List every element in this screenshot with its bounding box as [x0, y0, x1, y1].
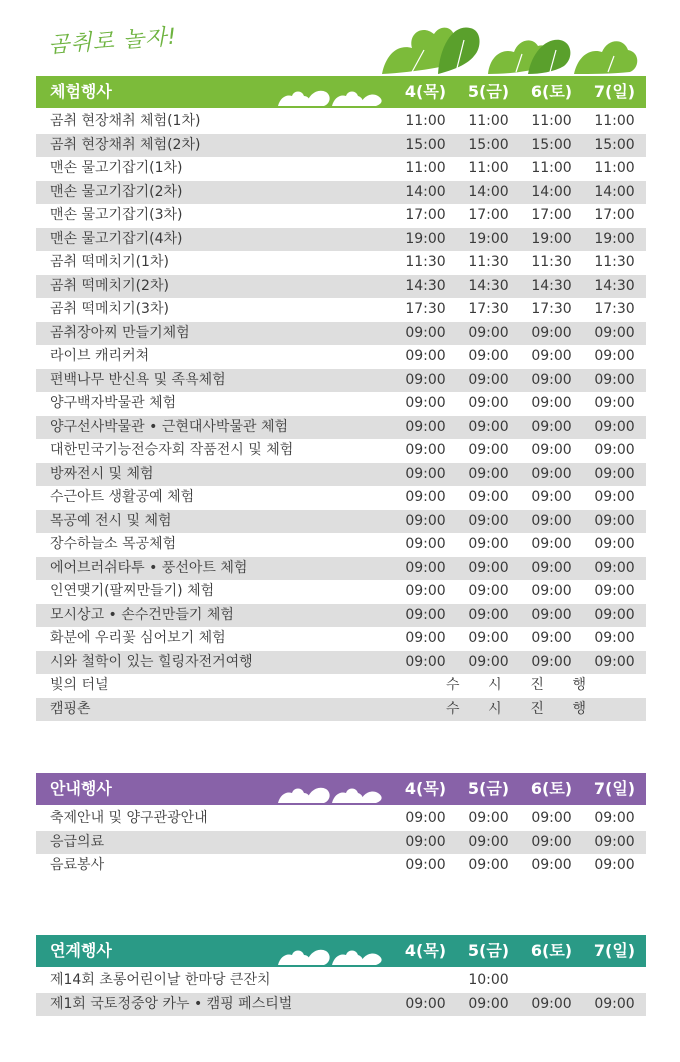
- time-cell: 09:00: [531, 489, 572, 506]
- time-cell: 11:00: [405, 160, 446, 177]
- time-cell: 09:00: [468, 348, 509, 365]
- time-cell: 09:00: [531, 512, 572, 529]
- time-cell: 09:00: [405, 995, 446, 1012]
- time-cell: 14:00: [405, 183, 446, 200]
- time-cell: 09:00: [468, 442, 509, 459]
- time-cell: 09:00: [594, 512, 635, 529]
- ongoing-note: [446, 674, 586, 697]
- time-cell: 14:30: [405, 277, 446, 294]
- time-cell: 09:00: [594, 995, 635, 1012]
- event-name: 음료봉사: [50, 857, 105, 874]
- page-title: 곰취로 놀자!: [47, 24, 178, 59]
- event-name: 곰취장아찌 만들기체험: [50, 324, 190, 341]
- table-row: [36, 298, 646, 322]
- time-cell: 09:00: [531, 810, 572, 827]
- event-name: 양구백자박물관 체험: [50, 395, 177, 412]
- time-cell: 09:00: [468, 324, 509, 341]
- time-cell: 09:00: [468, 653, 509, 670]
- time-cell: 09:00: [405, 348, 446, 365]
- section-header: [36, 935, 646, 967]
- table-row: [36, 251, 646, 275]
- event-name: 곰취 현장채취 체험(1차): [50, 113, 201, 130]
- time-cell: 14:00: [531, 183, 572, 200]
- event-name: 화분에 우리꽃 심어보기 체험: [50, 630, 226, 647]
- time-cell: 14:00: [468, 183, 509, 200]
- table-row: [36, 993, 646, 1017]
- event-name: 시와 철학이 있는 힐링자전거여행: [50, 653, 253, 670]
- time-cell: 09:00: [531, 465, 572, 482]
- table-row: [36, 510, 646, 534]
- time-cell: 11:00: [468, 113, 509, 130]
- time-cell: 11:30: [531, 254, 572, 271]
- sprout-icon: [276, 779, 386, 803]
- time-cell: 09:00: [468, 833, 509, 850]
- table-row: [36, 439, 646, 463]
- table-row: [36, 557, 646, 581]
- time-cell: 09:00: [468, 559, 509, 576]
- time-cell: 09:00: [468, 536, 509, 553]
- time-cell: 11:00: [468, 160, 509, 177]
- time-cell: 09:00: [531, 857, 572, 874]
- event-name: 곰취 현장채취 체험(2차): [50, 136, 201, 153]
- table-row: [36, 969, 646, 993]
- section-guide: [36, 773, 646, 878]
- event-name: 수근아트 생활공예 체험: [50, 489, 195, 506]
- leaf-illustration-icon: [378, 14, 643, 76]
- time-cell: 14:30: [531, 277, 572, 294]
- day-header: 5(금): [467, 82, 510, 101]
- event-name: 맨손 물고기잡기(3차): [50, 207, 183, 224]
- time-cell: 14:30: [594, 277, 635, 294]
- time-cell: 09:00: [405, 536, 446, 553]
- schedule-rows: [36, 969, 646, 1016]
- time-cell: 09:00: [531, 606, 572, 623]
- time-cell: 09:00: [594, 630, 635, 647]
- event-name: 맨손 물고기잡기(2차): [50, 183, 183, 200]
- time-cell: 09:00: [531, 536, 572, 553]
- section-linked: [36, 935, 646, 1016]
- time-cell: 15:00: [594, 136, 635, 153]
- table-row: [36, 392, 646, 416]
- time-cell: 17:00: [468, 207, 509, 224]
- event-name: 맨손 물고기잡기(4차): [50, 230, 183, 247]
- time-cell: 11:30: [405, 254, 446, 271]
- time-cell: 17:30: [468, 301, 509, 318]
- table-row: [36, 604, 646, 628]
- time-cell: 09:00: [468, 395, 509, 412]
- ongoing-char: 시: [488, 677, 502, 694]
- event-name: 곰취 떡메치기(1차): [50, 254, 169, 271]
- time-cell: 09:00: [594, 653, 635, 670]
- time-cell: 09:00: [405, 583, 446, 600]
- section-title: 연계행사: [50, 941, 112, 960]
- table-row: [36, 181, 646, 205]
- table-row: [36, 651, 646, 675]
- time-cell: 11:00: [594, 160, 635, 177]
- time-cell: 09:00: [405, 324, 446, 341]
- event-name: 방짜전시 및 체험: [50, 465, 154, 482]
- ongoing-char: 진: [530, 677, 544, 694]
- schedule-rows: [36, 110, 646, 721]
- time-cell: 09:00: [468, 810, 509, 827]
- time-cell: 09:00: [405, 630, 446, 647]
- event-name: 편백나무 반신욕 및 족욕체험: [50, 371, 226, 388]
- table-row: [36, 345, 646, 369]
- time-cell: 09:00: [531, 442, 572, 459]
- time-cell: 09:00: [594, 559, 635, 576]
- time-cell: 09:00: [531, 653, 572, 670]
- event-name: 에어브러쉬타투 • 풍선아트 체험: [50, 559, 248, 576]
- time-cell: 09:00: [405, 833, 446, 850]
- time-cell: 09:00: [594, 536, 635, 553]
- time-cell: 10:00: [468, 972, 509, 989]
- time-cell: 09:00: [468, 583, 509, 600]
- time-cell: 09:00: [468, 489, 509, 506]
- time-cell: 09:00: [405, 395, 446, 412]
- event-name: 장수하늘소 목공체험: [50, 536, 177, 553]
- event-name: 대한민국기능전승자회 작품전시 및 체험: [50, 442, 294, 459]
- day-header: 4(목): [404, 82, 447, 101]
- day-header: 6(토): [530, 82, 573, 101]
- day-header: 5(금): [467, 941, 510, 960]
- time-cell: 17:00: [594, 207, 635, 224]
- time-cell: 09:00: [594, 348, 635, 365]
- time-cell: 17:30: [405, 301, 446, 318]
- time-cell: 09:00: [531, 324, 572, 341]
- table-row: [36, 275, 646, 299]
- sprout-icon: [276, 941, 386, 965]
- time-cell: 09:00: [531, 995, 572, 1012]
- time-cell: 19:00: [594, 230, 635, 247]
- time-cell: 09:00: [594, 606, 635, 623]
- table-row: [36, 580, 646, 604]
- table-row: [36, 369, 646, 393]
- time-cell: 09:00: [594, 442, 635, 459]
- time-cell: 17:00: [405, 207, 446, 224]
- time-cell: 09:00: [594, 418, 635, 435]
- time-cell: 09:00: [594, 833, 635, 850]
- ongoing-char: 수: [446, 677, 460, 694]
- ongoing-char: 진: [530, 700, 544, 717]
- table-row: [36, 110, 646, 134]
- section-experience: [36, 76, 646, 721]
- table-row: [36, 204, 646, 228]
- time-cell: 11:00: [531, 160, 572, 177]
- section-title: 체험행사: [50, 82, 112, 101]
- time-cell: 09:00: [405, 857, 446, 874]
- schedule-rows: [36, 807, 646, 878]
- day-header: 7(일): [593, 941, 636, 960]
- event-name: 양구선사박물관 • 근현대사박물관 체험: [50, 418, 288, 435]
- time-cell: 17:30: [531, 301, 572, 318]
- time-cell: 09:00: [468, 465, 509, 482]
- table-row: [36, 674, 646, 698]
- time-cell: 09:00: [594, 489, 635, 506]
- time-cell: 09:00: [531, 583, 572, 600]
- time-cell: 11:00: [594, 113, 635, 130]
- time-cell: 09:00: [531, 395, 572, 412]
- event-name: 모시상고 • 손수건만들기 체험: [50, 606, 234, 623]
- day-header: 6(토): [530, 779, 573, 798]
- ongoing-char: 행: [572, 677, 586, 694]
- time-cell: 09:00: [468, 857, 509, 874]
- event-name: 응급의료: [50, 833, 105, 850]
- table-row: [36, 698, 646, 722]
- table-row: [36, 533, 646, 557]
- time-cell: 09:00: [531, 559, 572, 576]
- section-header: [36, 76, 646, 108]
- time-cell: 09:00: [594, 857, 635, 874]
- section-title: 안내행사: [50, 779, 112, 798]
- time-cell: 09:00: [531, 833, 572, 850]
- time-cell: 09:00: [405, 606, 446, 623]
- day-header: 4(목): [404, 779, 447, 798]
- time-cell: 09:00: [531, 418, 572, 435]
- time-cell: 15:00: [468, 136, 509, 153]
- time-cell: 09:00: [405, 442, 446, 459]
- time-cell: 09:00: [405, 512, 446, 529]
- time-cell: 09:00: [594, 395, 635, 412]
- time-cell: 11:00: [405, 113, 446, 130]
- event-name: 제1회 국토정중앙 카누 • 캠핑 페스티벌: [50, 995, 293, 1012]
- time-cell: 09:00: [468, 512, 509, 529]
- time-cell: 15:00: [405, 136, 446, 153]
- event-name: 목공예 전시 및 체험: [50, 512, 172, 529]
- event-name: 인연맺기(팔찌만들기) 체험: [50, 583, 215, 600]
- time-cell: 09:00: [405, 810, 446, 827]
- ongoing-note: [446, 698, 586, 721]
- time-cell: 09:00: [405, 465, 446, 482]
- table-row: [36, 228, 646, 252]
- event-name: 라이브 캐리커쳐: [50, 348, 150, 365]
- day-header: 5(금): [467, 779, 510, 798]
- time-cell: 09:00: [468, 371, 509, 388]
- time-cell: 09:00: [405, 418, 446, 435]
- table-row: [36, 416, 646, 440]
- ongoing-char: 행: [572, 700, 586, 717]
- time-cell: 11:30: [594, 254, 635, 271]
- time-cell: 09:00: [468, 995, 509, 1012]
- event-name: 맨손 물고기잡기(1차): [50, 160, 183, 177]
- time-cell: 09:00: [594, 324, 635, 341]
- event-name: 곰취 떡메치기(3차): [50, 301, 169, 318]
- time-cell: 14:30: [468, 277, 509, 294]
- time-cell: 09:00: [531, 371, 572, 388]
- day-header: 7(일): [593, 82, 636, 101]
- ongoing-char: 시: [488, 700, 502, 717]
- event-name: 곰취 떡메치기(2차): [50, 277, 169, 294]
- table-row: [36, 322, 646, 346]
- event-name: 축제안내 및 양구관광안내: [50, 810, 208, 827]
- table-row: [36, 486, 646, 510]
- time-cell: 19:00: [531, 230, 572, 247]
- time-cell: 09:00: [468, 606, 509, 623]
- time-cell: 09:00: [594, 465, 635, 482]
- event-name: 빛의 터널: [50, 677, 109, 694]
- table-row: [36, 807, 646, 831]
- time-cell: 19:00: [405, 230, 446, 247]
- time-cell: 19:00: [468, 230, 509, 247]
- time-cell: [520, 969, 583, 992]
- time-cell: 09:00: [468, 418, 509, 435]
- table-row: [36, 831, 646, 855]
- table-row: [36, 134, 646, 158]
- time-cell: 11:30: [468, 254, 509, 271]
- time-cell: 17:30: [594, 301, 635, 318]
- time-cell: 09:00: [405, 559, 446, 576]
- time-cell: 09:00: [531, 348, 572, 365]
- table-row: [36, 157, 646, 181]
- time-cell: 11:00: [531, 113, 572, 130]
- event-name: 제14회 초롱어린이날 한마당 큰잔치: [50, 972, 271, 989]
- ongoing-char: 수: [446, 700, 460, 717]
- day-header: 7(일): [593, 779, 636, 798]
- event-name: 캠핑촌: [50, 700, 91, 717]
- sprout-icon: [276, 82, 386, 106]
- time-cell: [583, 969, 646, 992]
- time-cell: 09:00: [594, 583, 635, 600]
- time-cell: 09:00: [594, 810, 635, 827]
- table-row: [36, 854, 646, 878]
- day-header: 4(목): [404, 941, 447, 960]
- time-cell: 17:00: [531, 207, 572, 224]
- time-cell: 09:00: [468, 630, 509, 647]
- table-row: [36, 463, 646, 487]
- time-cell: 09:00: [405, 489, 446, 506]
- time-cell: [394, 969, 457, 992]
- time-cell: 09:00: [405, 371, 446, 388]
- time-cell: 14:00: [594, 183, 635, 200]
- section-header: [36, 773, 646, 805]
- time-cell: 15:00: [531, 136, 572, 153]
- time-cell: 09:00: [594, 371, 635, 388]
- day-header: 6(토): [530, 941, 573, 960]
- table-row: [36, 627, 646, 651]
- time-cell: 09:00: [405, 653, 446, 670]
- time-cell: 09:00: [531, 630, 572, 647]
